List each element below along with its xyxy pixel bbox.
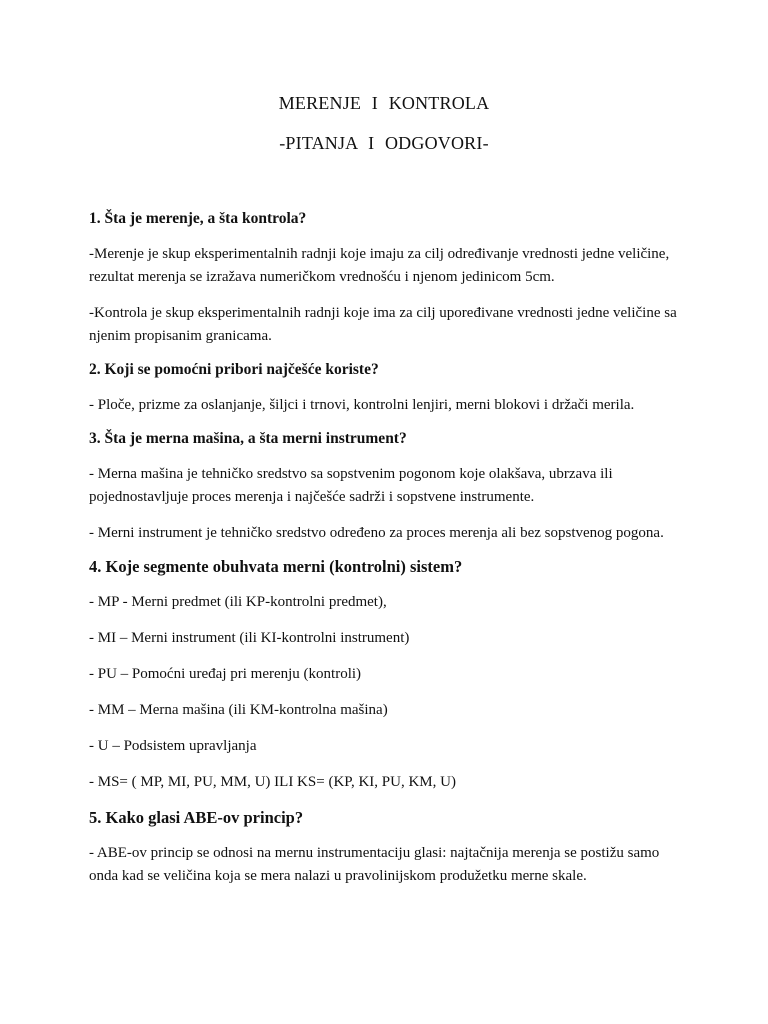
question-5: 5. Kako glasi ABE-ov princip? [89, 808, 304, 827]
answer-1-paragraph-1: -Merenje je skup eksperimentalnih radnji koje imaju za cilj određivanje vrednosti jedne veličine, rezultat merenja se izražava numeričkom vrednošću i njenom jedinicom 5cm. [89, 246, 670, 285]
answer-2-paragraph-1: - Ploče, prizme za oslanjanje, šiljci i trnovi, kontrolni lenjiri, merni blokovi i držači merila. [89, 397, 635, 413]
question-2: 2. Koji se pomoćni pribori najčešće koriste? [89, 361, 379, 378]
answer-3-paragraph-2: - Merni instrument je tehničko sredstvo određeno za proces merenja ali bez sopstvenog pogona. [89, 525, 664, 541]
answer-1-paragraph-2: -Kontrola je skup eksperimentalnih radnji koje ima za cilj upoređivane vrednosti jedne veličine sa njenim propisanim granicama. [89, 305, 677, 344]
document-body [89, 208, 689, 901]
answer-4-item-4: - MM – Merna mašina (ili KM-kontrolna mašina) [89, 702, 388, 718]
question-3: 3. Šta je merna mašina, a šta merni instrument? [89, 430, 407, 447]
answer-4-item-1: - MP - Merni predmet (ili KP-kontrolni predmet), [89, 594, 387, 610]
answer-4-item-2: - MI – Merni instrument (ili KI-kontrolni instrument) [89, 630, 410, 646]
answer-4-item-6: - MS= ( MP, MI, PU, MM, U) ILI KS= (KP, KI, PU, KM, U) [89, 774, 456, 790]
answer-3-paragraph-1: - Merna mašina je tehničko sredstvo sa sopstvenim pogonom koje olakšava, ubrzava ili pojednostavljuje proces merenja i najčešće sadrži i sopstvene instrumente. [89, 466, 613, 505]
answer-5-paragraph-1: - ABE-ov princip se odnosi na mernu instrumentaciju glasi: najtačnija merenja se postižu samo onda kad se veličina koja se mera nalazi u pravolinijskom produžetku merne skale. [89, 845, 660, 884]
document-title: MERENJE I KONTROLA [278, 93, 490, 113]
question-4: 4. Koje segmente obuhvata merni (kontrolni) sistem? [89, 557, 463, 576]
answer-4-item-5: - U – Podsistem upravljanja [89, 738, 257, 754]
answer-4-item-3: - PU – Pomoćni uređaj pri merenju (kontroli) [89, 666, 362, 682]
document-subtitle: -PITANJA I ODGOVORI- [279, 133, 489, 153]
question-1: 1. Šta je merenje, a šta kontrola? [89, 210, 307, 227]
